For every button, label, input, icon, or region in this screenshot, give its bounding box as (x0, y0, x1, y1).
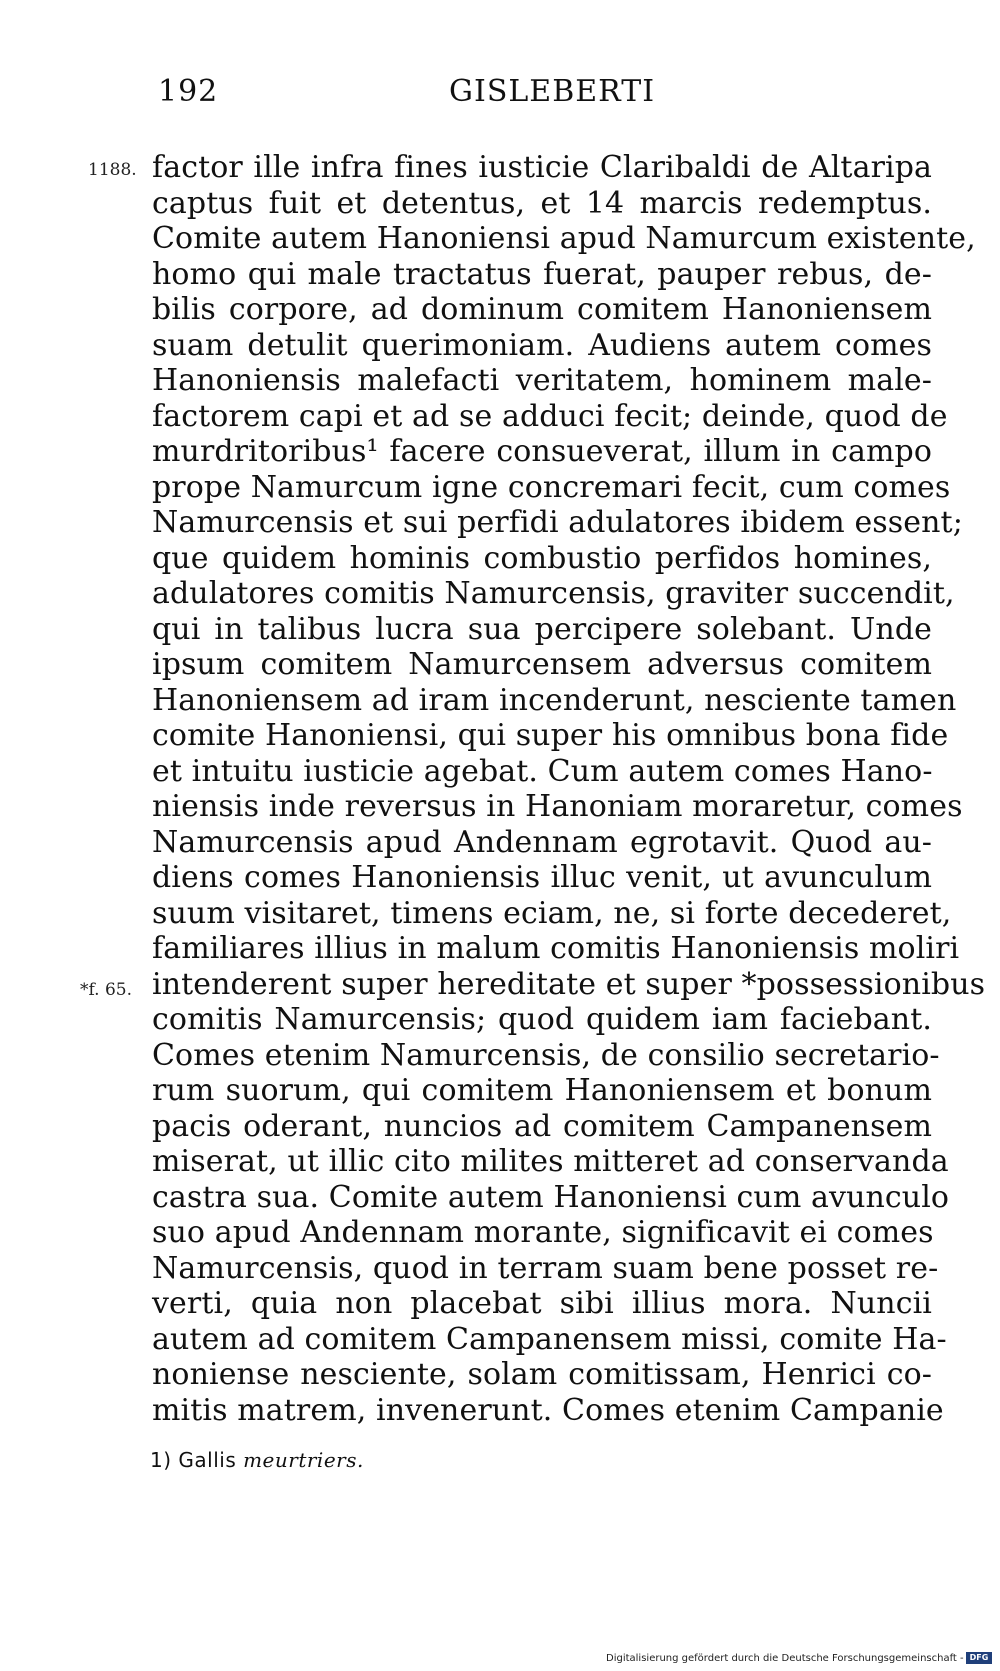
digitization-credit: Digitalisierung gefördert durch die Deutsche Forschungsgemeinschaft - (606, 1653, 964, 1664)
footnote-italic: meurtriers. (243, 1448, 364, 1472)
text-line: et intuitu iusticie agebat. Cum autem comes Hano- (152, 753, 933, 789)
text-line: factorem capi et ad se adduci fecit; deinde, quod de (152, 398, 948, 434)
text-line: noniense nesciente, solam comitissam, Henrici co- (152, 1357, 932, 1392)
text-line: autem ad comitem Campanensem missi, comite Ha- (152, 1321, 947, 1357)
text-line: familiares illius in malum comitis Hanoniensis moliri (152, 931, 960, 966)
body-text (152, 150, 986, 1428)
text-line: castra sua. Comite autem Hanoniensi cum avunculo (152, 1179, 950, 1215)
text-line: homo qui male tractatus fuerat, pauper rebus, de- (152, 256, 932, 292)
text-line: bilis corpore, ad dominum comitem Hanoniensem (152, 292, 932, 327)
text-line: intenderent super hereditate et super *possessionibus (152, 966, 986, 1002)
text-line: que quidem hominis combustio perfidos homines, (152, 540, 932, 576)
text-line: suo apud Andennam morante, significavit ei comes (152, 1215, 934, 1250)
text-line: diens comes Hanoniensis illuc venit, ut avunculum (152, 860, 932, 895)
footnote-marker: 1) (150, 1448, 172, 1472)
text-line: Namurcensis et sui perfidi adulatores ibidem essent; (152, 505, 963, 540)
page-number: 192 (158, 74, 219, 109)
text-line: prope Namurcum igne concremari fecit, cum comes (152, 469, 951, 505)
text-line: Comite autem Hanoniensi apud Namurcum existente, (152, 221, 976, 256)
text-line: comite Hanoniensi, qui super his omnibus bona fide (152, 718, 949, 753)
footnote-text: Gallis (178, 1448, 237, 1472)
margin-year: 1188. (88, 160, 137, 180)
text-line: captus fuit et detentus, et 14 marcis redemptus. (152, 185, 932, 221)
text-line: ipsum comitem Namurcensem adversus comitem (152, 647, 932, 682)
text-line: pacis oderant, nuncios ad comitem Campanensem (152, 1108, 932, 1144)
text-line: miserat, ut illic cito milites mitteret ad conservanda (152, 1144, 949, 1179)
text-line: suum visitaret, timens eciam, ne, si forte decederet, (152, 895, 952, 931)
text-line: adulatores comitis Namurcensis, graviter succendit, (152, 576, 955, 611)
text-line: Namurcensis apud Andennam egrotavit. Quod au- (152, 824, 932, 860)
text-line: rum suorum, qui comitem Hanoniensem et bonum (152, 1073, 932, 1108)
text-line: Hanoniensis malefacti veritatem, hominem male- (152, 363, 932, 398)
text-line: niensis inde reversus in Hanoniam moraretur, comes (152, 789, 963, 824)
text-line: murdritoribus¹ facere consueverat, illum in campo (152, 434, 932, 469)
text-line: qui in talibus lucra sua percipere solebant. Unde (152, 611, 932, 647)
text-line: comitis Namurcensis; quod quidem iam faciebant. (152, 1002, 932, 1037)
margin-folio: *f. 65. (80, 980, 133, 1000)
text-line: mitis matrem, invenerunt. Comes etenim Campanie (152, 1392, 944, 1428)
dfg-logo: DFG (966, 1652, 992, 1664)
text-line: Comes etenim Namurcensis, de consilio secretario- (152, 1037, 940, 1073)
text-line: verti, quia non placebat sibi illius mora. Nuncii (152, 1286, 932, 1321)
text-line: factor ille infra fines iusticie Claribaldi de Altaripa (152, 150, 932, 185)
text-line: suam detulit querimoniam. Audiens autem comes (152, 327, 932, 363)
running-head: GISLEBERTI (449, 74, 656, 109)
footnote (150, 1448, 364, 1472)
text-line: Namurcensis, quod in terram suam bene posset re- (152, 1250, 939, 1286)
text-line: Hanoniensem ad iram incenderunt, nesciente tamen (152, 682, 957, 718)
